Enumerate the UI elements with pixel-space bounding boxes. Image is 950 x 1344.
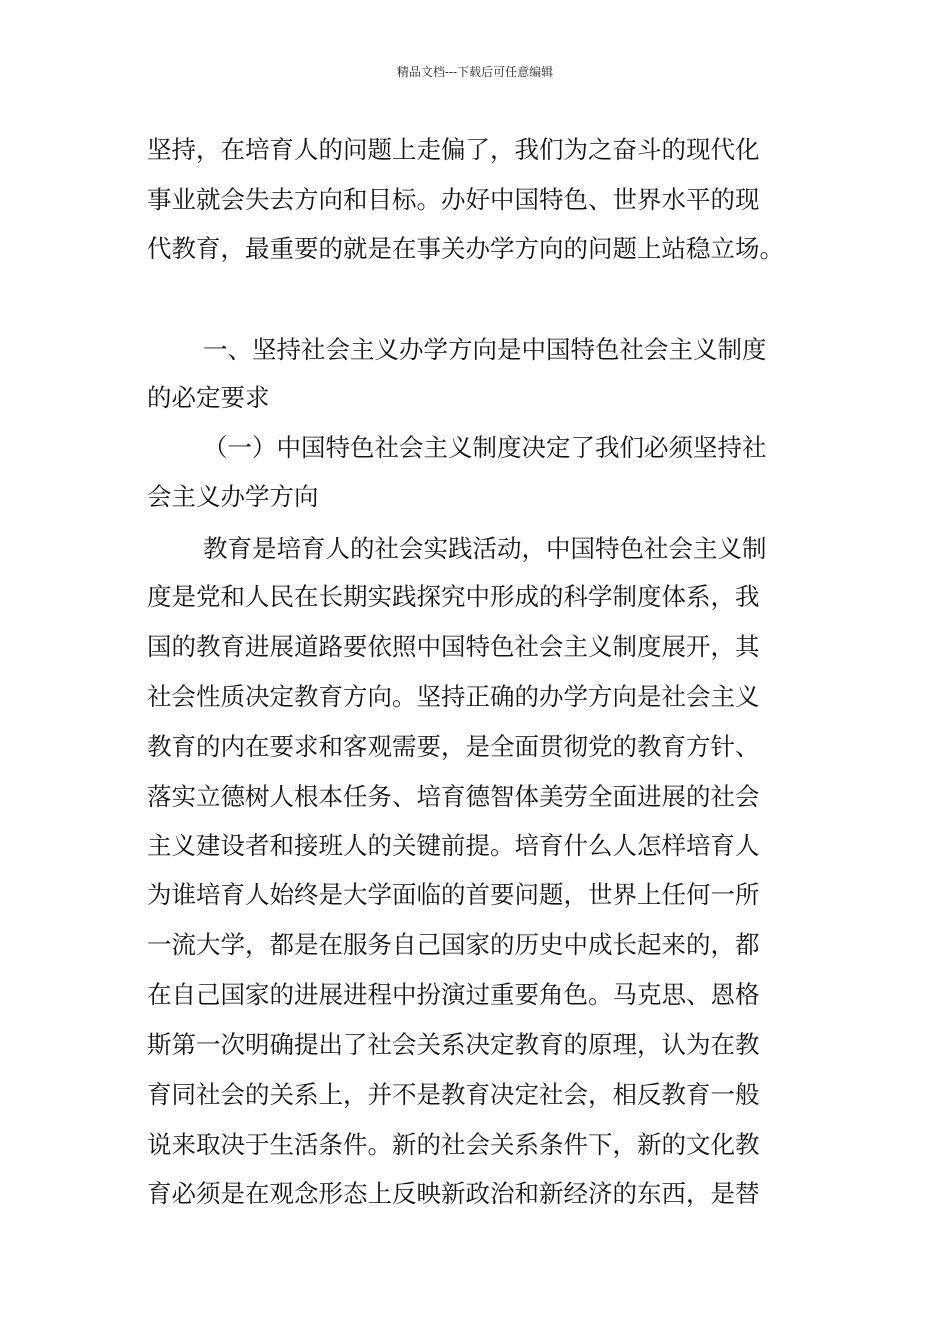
subsection-heading-line: 会主义办学方向 (147, 482, 319, 511)
body-line: 教育是培育人的社会实践活动，中国特色社会主义制 (203, 534, 767, 563)
body-line: 育同社会的关系上，并不是教育决定社会，相反教育一般 (147, 1080, 760, 1109)
page-header: 精品文档---下载后可任意编辑 (396, 65, 554, 79)
body-line: 落实立德树人根本任务、培育德智体美劳全面进展的社会 (147, 782, 760, 811)
section-heading-line: 的必定要求 (147, 383, 270, 412)
body-line: 一流大学，都是在服务自己国家的历史中成长起来的，都 (147, 930, 760, 959)
body-line: 说来取决于生活条件。新的社会关系条件下，新的文化教 (147, 1130, 760, 1159)
body-line: 教育的内在要求和客观需要，是全面贯彻党的教育方针、 (147, 732, 760, 761)
body-line: 育必须是在观念形态上反映新政治和新经济的东西，是替 (147, 1179, 760, 1208)
body-line: 斯第一次明确提出了社会关系决定教育的原理，认为在教 (147, 1030, 760, 1059)
body-line: 为谁培育人始终是大学面临的首要问题，世界上任何一所 (147, 880, 760, 909)
body-line: 主义建设者和接班人的关键前提。培育什么人怎样培育人 (147, 831, 760, 860)
paragraph-line: 坚持，在培育人的问题上走偏了，我们为之奋斗的现代化 (147, 135, 760, 164)
paragraph-line: 代教育，最重要的就是在事关办学方向的问题上站稳立场。 (147, 234, 784, 263)
paragraph-line: 事业就会失去方向和目标。办好中国特色、世界水平的现 (147, 185, 760, 214)
body-line: 社会性质决定教育方向。坚持正确的办学方向是社会主义 (147, 682, 760, 711)
subsection-heading-line: （一）中国特色社会主义制度决定了我们必须坚持社 (203, 433, 767, 462)
body-line: 度是党和人民在长期实践探究中形成的科学制度体系，我 (147, 582, 760, 611)
body-line: 在自己国家的进展进程中扮演过重要角色。马克思、恩格 (147, 980, 760, 1009)
section-heading-line: 一、坚持社会主义办学方向是中国特色社会主义制度 (203, 335, 767, 364)
body-line: 国的教育进展道路要依照中国特色社会主义制度展开，其 (147, 632, 760, 661)
